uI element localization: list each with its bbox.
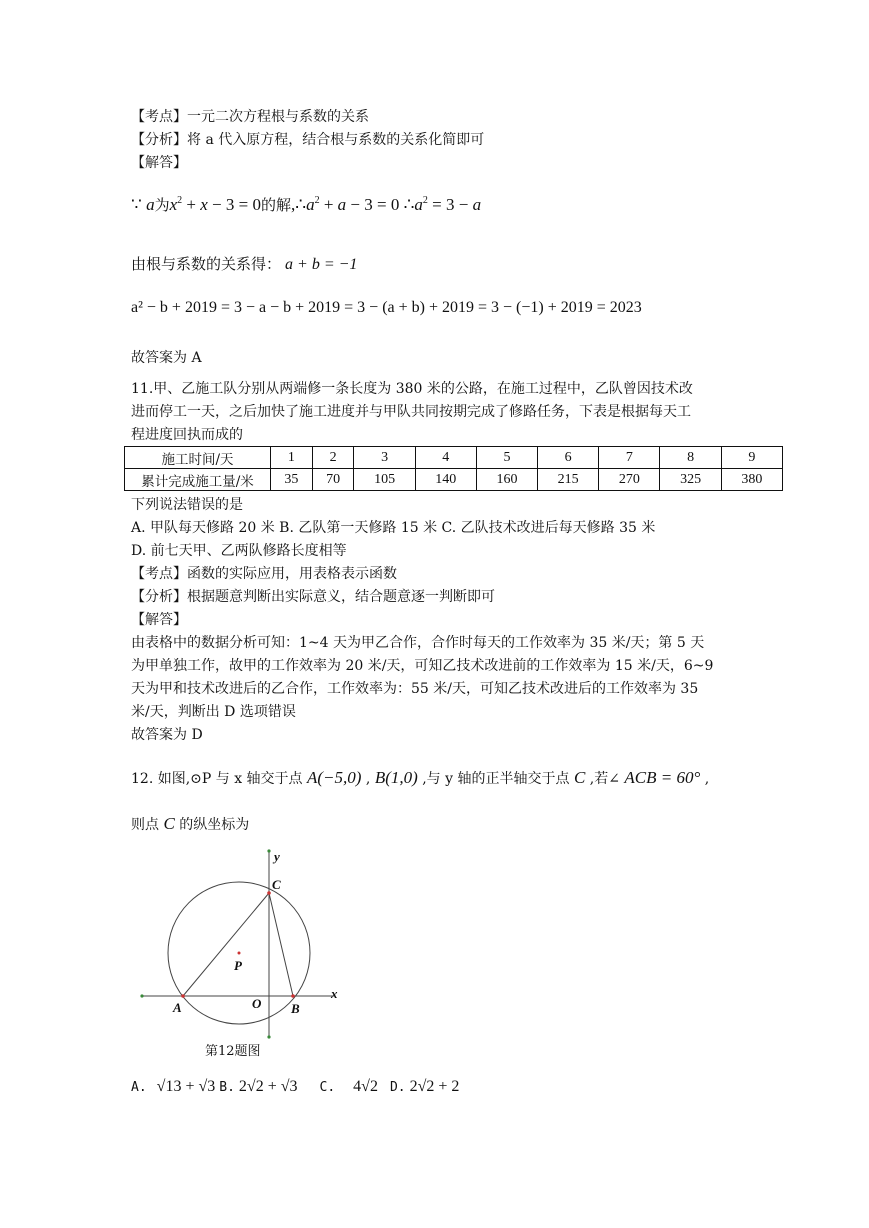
q10-fenxi: 【分析】将 a 代入原方程，结合根与系数的关系化简即可 [131,132,485,148]
table-cell: 9 [721,447,782,469]
point-p [238,952,241,955]
q11-question: 下列说法错误的是 [131,497,243,513]
q11-kaodian: 【考点】函数的实际应用，用表格表示函数 [131,566,397,582]
q11-solution-line-3: 天为甲和技术改进后的乙合作，工作效率为：55 米/天，可知乙技术改进后的工作效率为 35 [131,681,699,697]
point-c [267,891,271,895]
option-b: 2√2 + √3 [238,1078,298,1095]
option-a: √13 + √3 [156,1078,216,1095]
table-cell: 215 [538,469,599,491]
table-cell: 5 [476,447,537,469]
q11-fenxi: 【分析】根据题意判断出实际意义，结合题意逐一判断即可 [131,589,495,605]
table-cell: 35 [271,469,313,491]
table-cell: 105 [354,469,415,491]
label-a: A [173,1000,182,1015]
q10-equation-2: 由根与系数的关系得： a + b = −1 [131,255,358,273]
table-cell: 7 [599,447,660,469]
point-b [291,994,295,998]
table-cell: 70 [312,469,354,491]
q11-stem-line-1: 11.甲、乙施工队分别从两端修一条长度为 380 米的公路，在施工过程中，乙队曾因技术改 [131,381,693,397]
table-row [125,469,783,491]
label-b: B [291,1001,300,1016]
q11-options-line-2: D. 前七天甲、乙两队修路长度相等 [131,543,347,559]
label-y: y [274,849,280,864]
q11-solution-line-2: 为甲单独工作，故甲的工作效率为 20 米/天，可知乙技术改进前的工作效率为 15 米/天，6~9 [131,658,714,674]
table-row-header: 累计完成施工量/米 [125,469,271,491]
table-cell: 160 [476,469,537,491]
table-cell: 3 [354,447,415,469]
segment-ac [183,893,269,996]
q10-equation-3: a² − b + 2019 = 3 − a − b + 2019 = 3 − (a + b) + 2019 = 3 − (−1) + 2019 = 2023 [131,299,642,316]
table-row [125,447,783,469]
table-cell: 8 [660,447,721,469]
q10-answer: 故答案为 A [131,350,202,366]
q12-options: A. √13 + √3 B. 2√2 + √3 C. 4√2 D. 2√2 + 2 [131,1078,460,1095]
segment-bc [269,893,293,996]
q11-answer: 故答案为 D [131,727,203,743]
q11-options-line-1: A. 甲队每天修路 20 米 B. 乙队第一天修路 15 米 C. 乙队技术改进后每天修路 35 米 [131,520,656,536]
q10-equation-1: ∵ a为$x^2 + x - 3 = 0$的解$,\therefore a^2 + a - 3 = 0$ $\therefore a^2 = 3 - a$ [131,195,482,214]
q12-stem-line-2: 则点 C 的纵坐标为 [131,814,250,833]
table-cell: 140 [415,469,476,491]
table-cell: 325 [660,469,721,491]
label-o: O [252,996,262,1011]
q12-circle-figure [136,846,346,1042]
q11-stem-line-2: 进而停工一天，之后加快了施工进度并与甲队共同按期完成了修路任务，下表是根据每天工 [131,404,691,420]
table-cell: 4 [415,447,476,469]
q12-stem-line-1: 12. 如图,⊙P 与 x 轴交于点 A(−5,0) , B(1,0) ,与 y 轴的正半轴交于点 C ,若∠ ACB = 60° , [131,768,710,787]
table-cell: 2 [312,447,354,469]
q10-kaodian: 【考点】一元二次方程根与系数的关系 [131,109,369,125]
q11-solution-line-4: 米/天，判断出 D 选项错误 [131,704,296,720]
table-cell: 270 [599,469,660,491]
label-p: P [234,958,242,973]
q11-jieda: 【解答】 [131,612,187,628]
table-row-header: 施工时间/天 [125,447,271,469]
option-c: 4√2 [353,1078,378,1095]
q12-figure-caption: 第12题图 [205,1044,261,1059]
point-a [181,994,185,998]
table-cell: 380 [721,469,782,491]
option-d: 2√2 + 2 [409,1078,460,1095]
label-c: C [272,877,281,892]
q11-solution-line-1: 由表格中的数据分析可知：1~4 天为甲乙合作，合作时每天的工作效率为 35 米/天；第 5 天 [131,635,705,651]
table-cell: 6 [538,447,599,469]
q11-progress-table [124,446,783,491]
label-x: x [331,986,338,1001]
table-cell: 1 [271,447,313,469]
q10-jieda: 【解答】 [131,155,187,171]
q11-stem-line-3: 程进度回执而成的 [131,427,243,443]
